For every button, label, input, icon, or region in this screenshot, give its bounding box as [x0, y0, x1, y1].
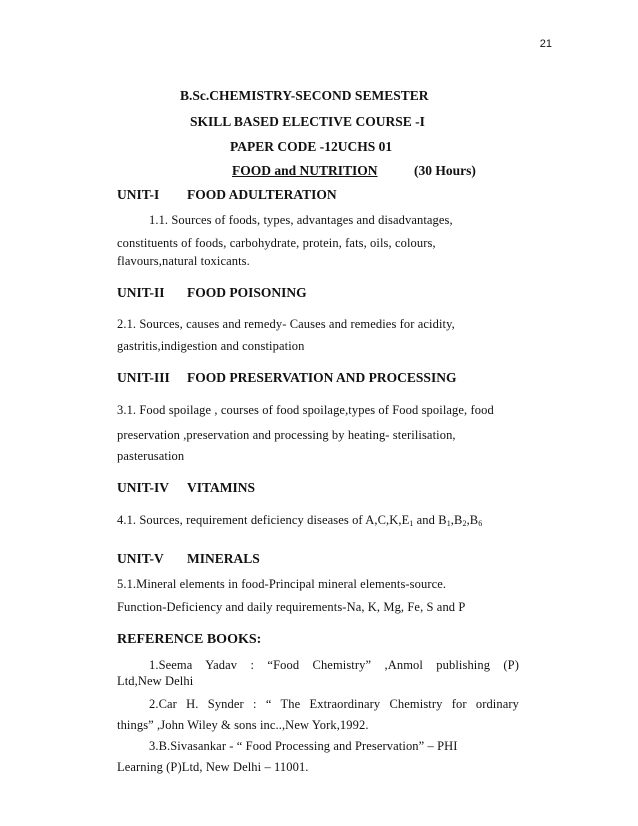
- vitamins-text-line: [117, 513, 482, 528]
- reference-line: 2.Car H. Synder : “ The Extraordinary Chemistry for ordinary: [149, 697, 519, 711]
- unit-label: UNIT-II: [117, 285, 165, 300]
- unit-title: FOOD PRESERVATION AND PROCESSING: [187, 370, 457, 385]
- vitamins-text: 4.1. Sources, requirement deficiency diseases of A,C,K,E: [117, 513, 410, 527]
- unit-text-line: 5.1.Mineral elements in food-Principal mineral elements-source.: [117, 577, 447, 591]
- unit-text-line: 3.1. Food spoilage , courses of food spoilage,types of Food spoilage, food: [117, 403, 494, 417]
- subscript: 1: [446, 519, 451, 528]
- unit-text-line: constituents of foods, carbohydrate, protein, fats, oils, colours,: [117, 236, 436, 250]
- vitamins-text: and B: [413, 513, 447, 527]
- reference-line: Learning (P)Ltd, New Delhi – 11001.: [117, 760, 309, 774]
- unit-heading: [117, 187, 337, 203]
- unit-heading: [117, 285, 307, 301]
- references-heading: REFERENCE BOOKS:: [117, 632, 262, 647]
- vitamins-text: ,B: [466, 513, 479, 527]
- unit-heading: [117, 370, 457, 386]
- unit-text-line: gastritis,indigestion and constipation: [117, 339, 305, 353]
- header-program: B.Sc.CHEMISTRY-SECOND SEMESTER: [180, 88, 429, 103]
- unit-heading: [117, 480, 256, 496]
- unit-label: UNIT-I: [117, 187, 160, 202]
- reference-line: 1.Seema Yadav : “Food Chemistry” ,Anmol publishing (P): [149, 658, 519, 672]
- header-subject: FOOD and NUTRITION: [232, 163, 378, 178]
- subscript: 1: [409, 519, 414, 528]
- page-number: 21: [539, 38, 552, 50]
- unit-label: UNIT-IV: [117, 480, 170, 495]
- unit-text-line: 2.1. Sources, causes and remedy- Causes and remedies for acidity,: [117, 317, 455, 331]
- unit-text-line: pasterusation: [117, 449, 185, 463]
- unit-title: VITAMINS: [187, 480, 256, 495]
- vitamins-text: ,B: [450, 513, 463, 527]
- header-hours: (30 Hours): [414, 163, 476, 178]
- reference-line: Ltd,New Delhi: [117, 674, 194, 688]
- unit-title: FOOD POISONING: [187, 285, 307, 300]
- subscript: 6: [478, 519, 483, 528]
- reference-line: 3.B.Sivasankar - “ Food Processing and Preservation” – PHI: [149, 739, 458, 753]
- unit-text-line: Function-Deficiency and daily requirements-Na, K, Mg, Fe, S and P: [117, 600, 466, 614]
- unit-heading: [117, 551, 260, 567]
- reference-line: things” ,John Wiley & sons inc..,New York,1992.: [117, 718, 369, 732]
- unit-text-line: flavours,natural toxicants.: [117, 254, 250, 268]
- header-paper-code: PAPER CODE -12UCHS 01: [230, 139, 393, 154]
- unit-label: UNIT-V: [117, 551, 164, 566]
- subscript: 2: [462, 519, 467, 528]
- unit-text-line: 1.1. Sources of foods, types, advantages and disadvantages,: [149, 213, 453, 227]
- unit-text-line: preservation ,preservation and processing by heating- sterilisation,: [117, 428, 456, 442]
- unit-title: MINERALS: [187, 551, 260, 566]
- unit-label: UNIT-III: [117, 370, 170, 385]
- unit-title: FOOD ADULTERATION: [187, 187, 337, 202]
- header-course: SKILL BASED ELECTIVE COURSE -I: [190, 114, 425, 129]
